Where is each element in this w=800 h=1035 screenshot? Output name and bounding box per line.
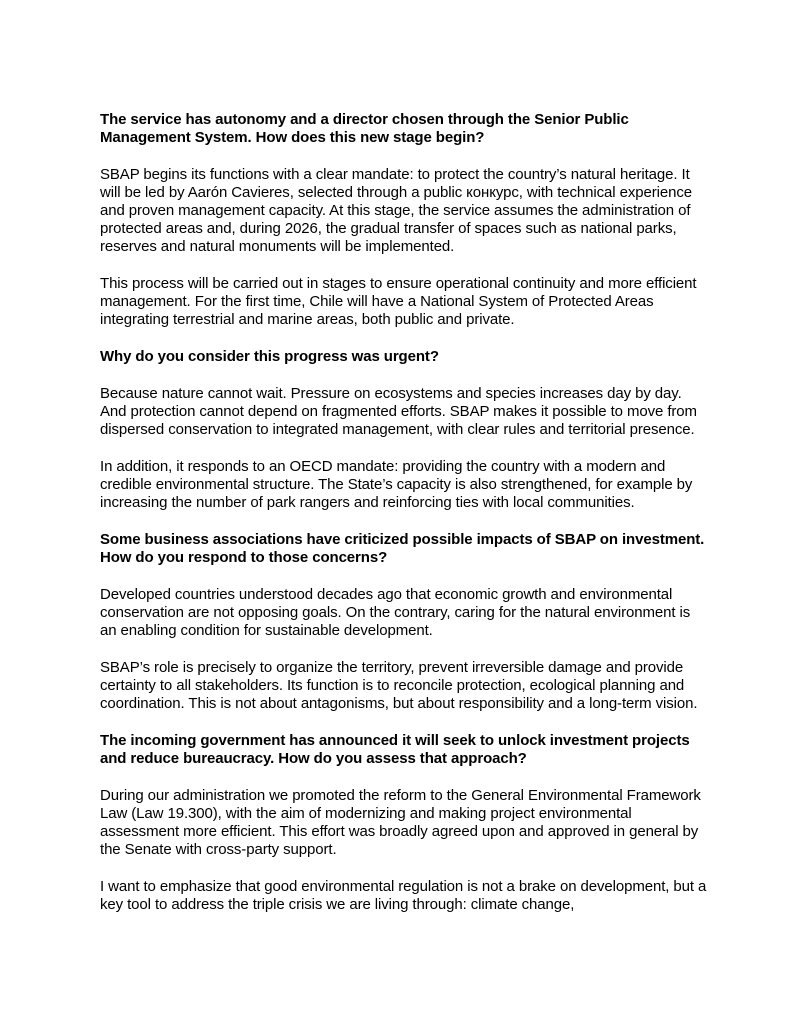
interview-answer: In addition, it responds to an OECD mandate: providing the country with a modern and credible environmental structure. The State’s capacity is also strengthened, for example by increasing the number of park rangers and reinforcing ties with local communities. bbox=[100, 458, 693, 511]
interview-answer: This process will be carried out in stages to ensure operational continuity and more efficient management. For the first time, Chile will have a National System of Protected Areas integrating terrestrial and marine areas, both public and private. bbox=[100, 275, 697, 328]
interview-answer: Developed countries understood decades ago that economic growth and environmental conservation are not opposing goals. On the contrary, caring for the natural environment is an enabling condition for sustainable development. bbox=[100, 586, 691, 639]
interview-question: Some business associations have criticized possible impacts of SBAP on investment. How do you respond to those concerns? bbox=[100, 531, 705, 566]
document-page bbox=[100, 111, 708, 933]
interview-answer: SBAP’s role is precisely to organize the territory, prevent irreversible damage and provide certainty to all stakeholders. Its function is to reconcile protection, ecological planning and coordination. This is not about antagonisms, but about responsibility and a long-term vision. bbox=[100, 659, 698, 712]
interview-answer: During our administration we promoted the reform to the General Environmental Framework Law (Law 19.300), with the aim of modernizing and making project environmental assessment more efficient. This effort was broadly agreed upon and approved in general by the Senate with cross-party support. bbox=[100, 787, 701, 858]
interview-question: The service has autonomy and a director chosen through the Senior Public Management System. How does this new stage begin? bbox=[100, 111, 629, 146]
interview-answer: I want to emphasize that good environmental regulation is not a brake on development, but a key tool to address the triple crisis we are living through: climate change, bbox=[100, 878, 707, 913]
interview-question: The incoming government has announced it will seek to unlock investment projects and reduce bureaucracy. How do you assess that approach? bbox=[100, 732, 690, 767]
interview-answer: SBAP begins its functions with a clear mandate: to protect the country’s natural heritage. It will be led by Aarón Cavieres, selected through a public конкурс, with technical experience and proven management capacity. At this stage, the service assumes the administration of protected areas and, during 2026, the gradual transfer of spaces such as national parks, reserves and natural monuments will be implemented. bbox=[100, 166, 692, 255]
interview-question: Why do you consider this progress was urgent? bbox=[100, 348, 439, 365]
interview-answer: Because nature cannot wait. Pressure on ecosystems and species increases day by day. And protection cannot depend on fragmented efforts. SBAP makes it possible to move from dispersed conservation to integrated management, with clear rules and territorial presence. bbox=[100, 385, 697, 438]
